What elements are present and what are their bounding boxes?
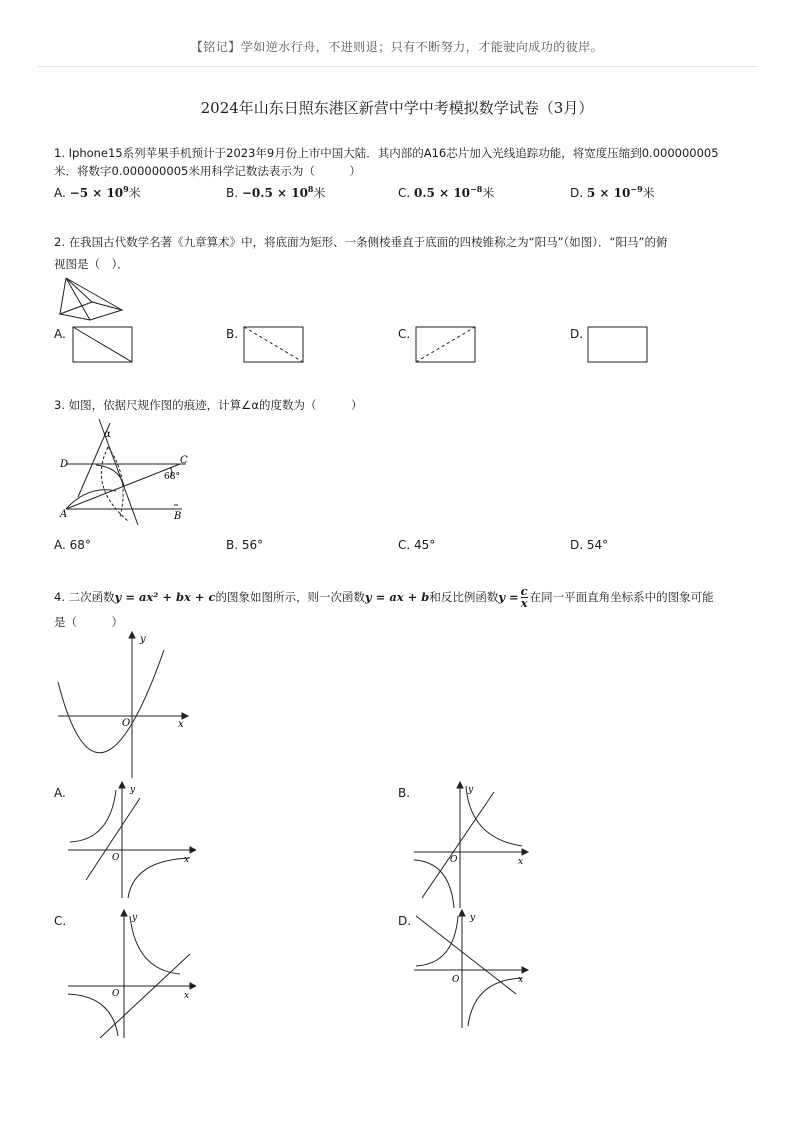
option-exponent: −9 [630,184,643,194]
q2-line2: 视图是（ ）． [54,257,129,271]
origin-label: O [112,853,120,863]
option-unit: 米 [642,186,655,200]
axis-y-label: y [468,785,474,795]
q2-option-d-figure[interactable] [587,326,649,364]
axis-y-label: y [132,913,138,923]
axis-y-label: y [130,785,136,795]
option-base: 5 × 10 [586,186,631,200]
q3-option-d[interactable]: D. 54° [570,538,609,552]
q2-option-c-label: C. [398,327,411,341]
q2-option-b-label: B. [226,327,239,341]
q2-option-c-figure[interactable] [415,326,477,364]
q1-option-c[interactable] [398,184,494,201]
option-letter: A. [54,186,66,200]
option-exponent: −8 [470,184,483,194]
q4-text-post: 在同一平面直角坐标系中的图象可能 [529,590,714,604]
q4-option-d-label: D. [398,914,412,928]
origin-label: O [450,855,458,865]
q4-eq-inverse-fraction [521,586,528,609]
label-alpha: α [104,429,111,440]
q4-option-c-label: C. [54,914,67,928]
q1-option-a[interactable] [54,184,141,201]
label-b: B [174,511,182,522]
label-angle-68: 68° [164,472,180,482]
option-base: −5 × 10 [69,186,124,200]
q1-option-d[interactable] [570,184,655,201]
q1-option-b[interactable] [226,184,326,201]
axis-x-label: x [178,719,184,730]
q2-option-a-figure[interactable] [72,326,134,364]
page-title: 2024年山东日照东港区新营中学中考模拟数学试卷（3月） [200,99,594,117]
q4-option-a-label: A. [54,786,66,800]
q4-text-mid2: 和反比例函数 [429,590,499,604]
fraction-denominator: x [520,596,528,610]
axis-y-label: y [470,913,476,923]
origin-label: O [112,989,120,999]
axis-x-label: x [518,975,524,985]
q4-option-d-figure[interactable] [412,908,532,1032]
axis-x-label: x [184,991,190,1001]
q3-construction-figure [58,417,198,527]
label-a: A [60,509,68,520]
axis-x-label: x [518,857,524,867]
q4-text-pre: 4. 二次函数 [54,590,115,604]
fraction-numerator: c [520,584,528,598]
option-unit: 米 [313,186,326,200]
q3-line1: 3. 如图，依据尺规作图的痕迹，计算∠α的度数为（ ） [54,398,363,412]
q4-option-a-figure[interactable] [66,780,196,900]
q2-option-d-label: D. [570,327,584,341]
header-motto: 【铭记】学如逆水行舟，不进则退；只有不断努力，才能驶向成功的彼岸。 [190,40,604,54]
q3-option-c[interactable]: C. 45° [398,538,436,552]
q3-option-a[interactable]: A. 68° [54,538,91,552]
q4-eq-linear: y = ax + b [365,590,430,604]
q2-pyramid-figure [52,274,126,322]
axis-y-label: y [140,634,146,645]
q1-line2: 米．将数字0.000000005米用科学记数法表示为（ ） [54,164,361,178]
q4-eq-inverse-lhs: y = [498,590,519,604]
q4-eq-quadratic: y = ax² + bx + c [114,590,216,604]
q2-option-b-figure[interactable] [243,326,305,364]
header-divider [38,66,758,67]
label-d: D [60,459,69,470]
origin-label: O [122,718,131,729]
option-letter: D. [570,186,584,200]
option-exponent: 9 [123,184,129,194]
q3-option-b[interactable]: B. 56° [226,538,264,552]
q4-line2: 是（ ） [54,615,123,629]
q4-option-c-figure[interactable] [66,908,196,1040]
axis-x-label: x [184,855,190,865]
q4-option-b-label: B. [398,786,411,800]
origin-label: O [452,975,460,985]
label-c: C [180,455,188,466]
q4-line1 [54,586,774,609]
option-letter: B. [226,186,239,200]
q2-option-a-label: A. [54,327,66,341]
option-base: 0.5 × 10 [414,186,471,200]
q4-text-mid1: 的图象如图所示，则一次函数 [215,590,365,604]
q2-line1: 2. 在我国古代数学名著《九章算术》中，将底面为矩形、一条侧棱垂直于底面的四棱锥称之为“阳马”（如图）．“阳马”的俯 [54,235,668,249]
q4-option-b-figure[interactable] [412,780,532,910]
option-exponent: 8 [307,184,314,194]
option-letter: C. [398,186,411,200]
option-unit: 米 [128,186,141,200]
option-unit: 米 [482,186,495,200]
q1-line1: 1. Iphone15系列苹果手机预计于2023年9月份上市中国大陆．其内部的A16芯片加入光线追踪功能，将宽度压缩到0.000000005 [54,146,719,160]
q4-parabola-figure [54,630,194,780]
option-base: −0.5 × 10 [241,186,308,200]
